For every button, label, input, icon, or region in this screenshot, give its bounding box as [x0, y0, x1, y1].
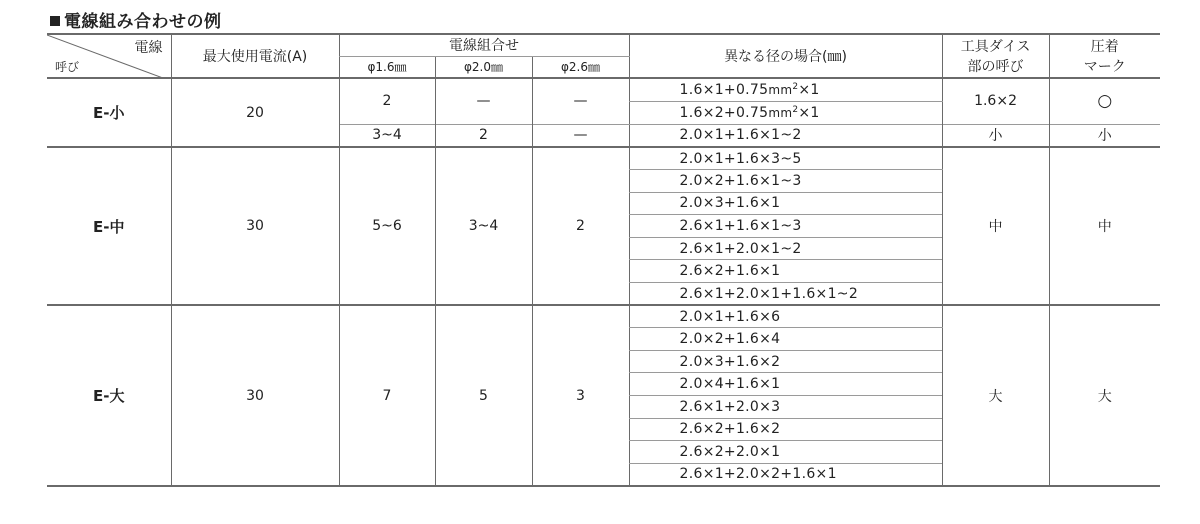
header-d16: φ1.6㎜ [339, 56, 435, 78]
alt-combination: 2.0×1+1.6×3~5 [629, 147, 942, 170]
d20-value: 3~4 [435, 147, 532, 305]
alt-combination: 2.0×3+1.6×2 [629, 350, 942, 373]
d26-value: — [532, 78, 629, 124]
square-bullet-icon [50, 16, 60, 26]
alt-combination: 2.6×2+1.6×2 [629, 418, 942, 441]
d16-value: 2 [339, 78, 435, 124]
alt-combination [629, 78, 942, 101]
d26-value: 2 [532, 147, 629, 305]
max-current-small: 20 [171, 78, 339, 147]
d20-value: — [435, 78, 532, 124]
d26-value: — [532, 124, 629, 147]
header-wire: 電線 [134, 40, 163, 56]
die-value: 中 [942, 147, 1049, 305]
call-name-medium: E-中 [47, 147, 171, 305]
unit-mm2: $mm^2$ [768, 104, 799, 120]
alt-tail: ×1 [798, 81, 820, 98]
die-value: 小 [942, 124, 1049, 147]
call-name-large: E-大 [47, 305, 171, 486]
max-current-medium: 30 [171, 147, 339, 305]
header-die-name [942, 34, 1049, 78]
section-title-text: 電線組み合わせの例 [64, 12, 222, 32]
alt-base: 1.6×2+0.75 [679, 104, 769, 121]
alt-combination: 2.0×1+1.6×1~2 [629, 124, 942, 147]
mark-value: 大 [1049, 305, 1160, 486]
d16-value: 7 [339, 305, 435, 486]
alt-combination: 2.6×1+2.0×1+1.6×1~2 [629, 283, 942, 306]
unit-mm2: $mm^2$ [768, 81, 799, 97]
d20-value: 2 [435, 124, 532, 147]
alt-combination: 2.6×1+2.0×1~2 [629, 237, 942, 260]
table-row [47, 147, 1160, 170]
alt-combination: 2.6×1+1.6×1~3 [629, 215, 942, 238]
alt-combination: 2.0×2+1.6×1~3 [629, 170, 942, 193]
die-value: 大 [942, 305, 1049, 486]
header-different-diameter: 異なる径の場合(㎜) [629, 34, 942, 78]
mark-circle-icon: ○ [1049, 78, 1160, 124]
die-value: 1.6×2 [942, 78, 1049, 124]
mark-value: 小 [1049, 124, 1160, 147]
alt-combination: 2.6×2+1.6×1 [629, 260, 942, 283]
alt-combination: 2.0×1+1.6×6 [629, 305, 942, 328]
call-name-small: E-小 [47, 78, 171, 147]
header-die-line2: 部の呼び [967, 59, 1024, 75]
header-max-current: 最大使用電流(A) [171, 34, 339, 78]
header-combination: 電線組合せ [339, 34, 629, 56]
header-mark-line2: マーク [1083, 59, 1126, 75]
alt-combination: 2.6×2+2.0×1 [629, 441, 942, 464]
alt-base: 1.6×1+0.75 [679, 81, 769, 98]
max-current-large: 30 [171, 305, 339, 486]
alt-combination: 2.0×2+1.6×4 [629, 328, 942, 351]
alt-combination [629, 101, 942, 124]
header-d20: φ2.0㎜ [435, 56, 532, 78]
alt-combination: 2.6×1+2.0×2+1.6×1 [629, 463, 942, 486]
header-crimp-mark [1049, 34, 1160, 78]
header-die-line1: 工具ダイス [960, 39, 1031, 55]
header-call: 呼び [55, 60, 80, 74]
d20-value: 5 [435, 305, 532, 486]
section-title [50, 7, 222, 32]
alt-combination: 2.6×1+2.0×3 [629, 396, 942, 419]
alt-combination: 2.0×3+1.6×1 [629, 192, 942, 215]
d26-value: 3 [532, 305, 629, 486]
header-mark-line1: 圧着 [1090, 39, 1119, 55]
alt-combination: 2.0×4+1.6×1 [629, 373, 942, 396]
mark-value: 中 [1049, 147, 1160, 305]
header-d26: φ2.6㎜ [532, 56, 629, 78]
table-row [47, 305, 1160, 328]
wire-combination-table [47, 33, 1160, 487]
alt-tail: ×1 [798, 104, 820, 121]
header-diagonal-cell [47, 34, 171, 78]
d16-value: 5~6 [339, 147, 435, 305]
d16-value: 3~4 [339, 124, 435, 147]
table-row [47, 78, 1160, 101]
